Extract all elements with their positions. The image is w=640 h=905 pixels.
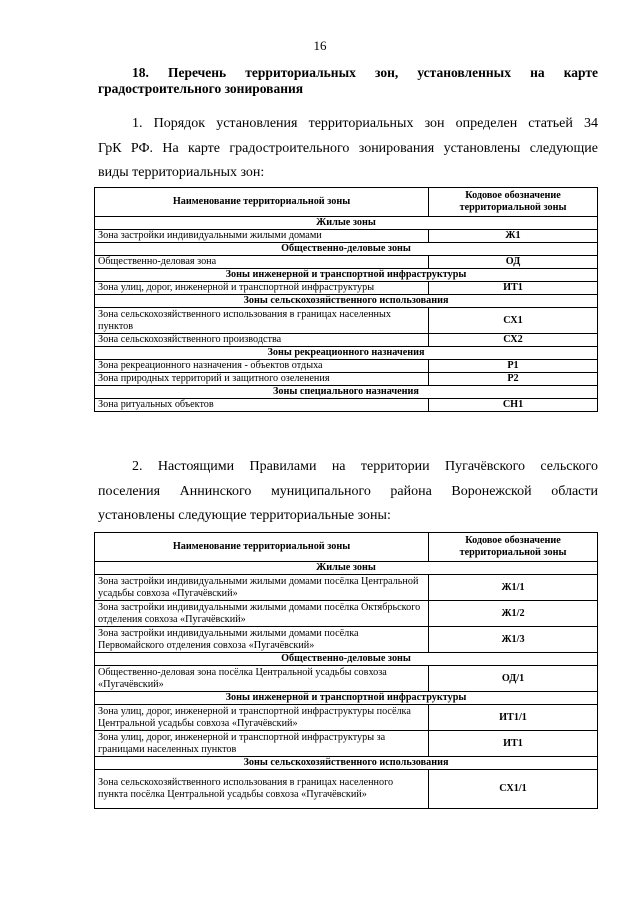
- zones-table-1: [94, 187, 598, 412]
- zone-code: СХ1/1: [429, 770, 598, 809]
- zone-code: Р2: [429, 373, 598, 386]
- zone-code: СХ1: [429, 308, 598, 334]
- zone-name: Зона природных территорий и защитного озеленения: [95, 373, 429, 386]
- group-label: Зоны сельскохозяйственного использования: [95, 757, 598, 770]
- zone-code: Ж1: [429, 230, 598, 243]
- zone-name: Зона сельскохозяйственного использования в границах населенного пункта посёлка Центральной усадьбы совхоза «Пугачёвский»: [95, 770, 429, 809]
- table-row: [95, 731, 598, 757]
- table-group-row: [95, 217, 598, 230]
- paragraph-1: [98, 112, 598, 186]
- group-label: Зоны рекреационного назначения: [95, 347, 598, 360]
- paragraph-2: [98, 455, 598, 529]
- zone-name: Зона ритуальных объектов: [95, 399, 429, 412]
- paragraph-2-line: установлены следующие территориальные зоны:: [98, 508, 391, 523]
- zone-name: Зона улиц, дорог, инженерной и транспортной инфраструктуры: [95, 282, 429, 295]
- column-header-name: Наименование территориальной зоны: [95, 533, 429, 562]
- table-row: [95, 627, 598, 653]
- zones-table-2: [94, 532, 598, 809]
- table-group-row: [95, 692, 598, 705]
- zone-code: ОД: [429, 256, 598, 269]
- table-group-row: [95, 653, 598, 666]
- group-label: Зоны инженерной и транспортной инфраструктуры: [95, 269, 598, 282]
- table-row: [95, 666, 598, 692]
- zone-name: Зона улиц, дорог, инженерной и транспортной инфраструктуры посёлка Центральной усадьбы совхоза «Пугачёвский»: [95, 705, 429, 731]
- group-label: Жилые зоны: [95, 562, 598, 575]
- zone-name: Зона сельскохозяйственного производства: [95, 334, 429, 347]
- table-group-row: [95, 562, 598, 575]
- zone-code: СХ2: [429, 334, 598, 347]
- group-label: Зоны инженерной и транспортной инфраструктуры: [95, 692, 598, 705]
- table-row: [95, 282, 598, 295]
- table-row: [95, 770, 598, 809]
- table-row: [95, 399, 598, 412]
- zone-name: Общественно-деловая зона: [95, 256, 429, 269]
- zone-code: ИТ1: [429, 731, 598, 757]
- table-group-row: [95, 757, 598, 770]
- table-row: [95, 256, 598, 269]
- table-group-row: [95, 295, 598, 308]
- table-row: [95, 575, 598, 601]
- zone-name: Общественно-деловая зона посёлка Центральной усадьбы совхоза «Пугачёвский»: [95, 666, 429, 692]
- table-row: [95, 230, 598, 243]
- table-group-row: [95, 243, 598, 256]
- paragraph-1-line: 1. Порядок установления территориальных зон определен статьей 34: [132, 116, 598, 131]
- zone-code: ОД/1: [429, 666, 598, 692]
- table-row: [95, 308, 598, 334]
- zone-code: СН1: [429, 399, 598, 412]
- table-row: [95, 360, 598, 373]
- zone-code: Ж1/2: [429, 601, 598, 627]
- page-number: 16: [313, 38, 327, 53]
- group-label: Зоны специального назначения: [95, 386, 598, 399]
- table-group-row: [95, 347, 598, 360]
- column-header-code: Кодовое обозначение территориальной зоны: [429, 188, 598, 217]
- table-row: [95, 334, 598, 347]
- group-label: Жилые зоны: [95, 217, 598, 230]
- zone-name: Зона улиц, дорог, инженерной и транспортной инфраструктуры за границами населенных пунктов: [95, 731, 429, 757]
- zone-name: Зона застройки индивидуальными жилыми домами посёлка Центральной усадьбы совхоза «Пугачёвский»: [95, 575, 429, 601]
- table-row: [95, 601, 598, 627]
- group-label: Общественно-деловые зоны: [95, 243, 598, 256]
- group-label: Общественно-деловые зоны: [95, 653, 598, 666]
- zone-name: Зона рекреационного назначения - объектов отдыха: [95, 360, 429, 373]
- zone-code: ИТ1/1: [429, 705, 598, 731]
- zone-code: Р1: [429, 360, 598, 373]
- group-label: Зоны сельскохозяйственного использования: [95, 295, 598, 308]
- paragraph-1-line: ГрК РФ. На карте градостроительного зонирования установлены следующие: [98, 140, 598, 156]
- zone-code: Ж1/1: [429, 575, 598, 601]
- table-row: [95, 373, 598, 386]
- section-heading: [98, 65, 598, 97]
- zone-name: Зона сельскохозяйственного использования в границах населенных пунктов: [95, 308, 429, 334]
- table-group-row: [95, 269, 598, 282]
- zone-name: Зона застройки индивидуальными жилыми домами посёлка Первомайского отделения совхоза «Пугачёвский»: [95, 627, 429, 653]
- zone-name: Зона застройки индивидуальными жилыми домами посёлка Октябрьского отделения совхоза «Пугачёвский»: [95, 601, 429, 627]
- zone-code: ИТ1: [429, 282, 598, 295]
- zone-name: Зона застройки индивидуальными жилыми домами: [95, 230, 429, 243]
- column-header-name: Наименование территориальной зоны: [95, 188, 429, 217]
- zone-code: Ж1/3: [429, 627, 598, 653]
- section-heading-text: 18. Перечень территориальных зон, установленных на карте градостроительного зонирования: [98, 65, 598, 96]
- column-header-code: Кодовое обозначение территориальной зоны: [429, 533, 598, 562]
- paragraph-1-line: виды территориальных зон:: [98, 165, 265, 180]
- paragraph-2-line: 2. Настоящими Правилами на территории Пугачёвского сельского: [132, 459, 598, 474]
- table-group-row: [95, 386, 598, 399]
- table-row: [95, 705, 598, 731]
- paragraph-2-line: поселения Аннинского муниципального района Воронежской области: [98, 483, 598, 499]
